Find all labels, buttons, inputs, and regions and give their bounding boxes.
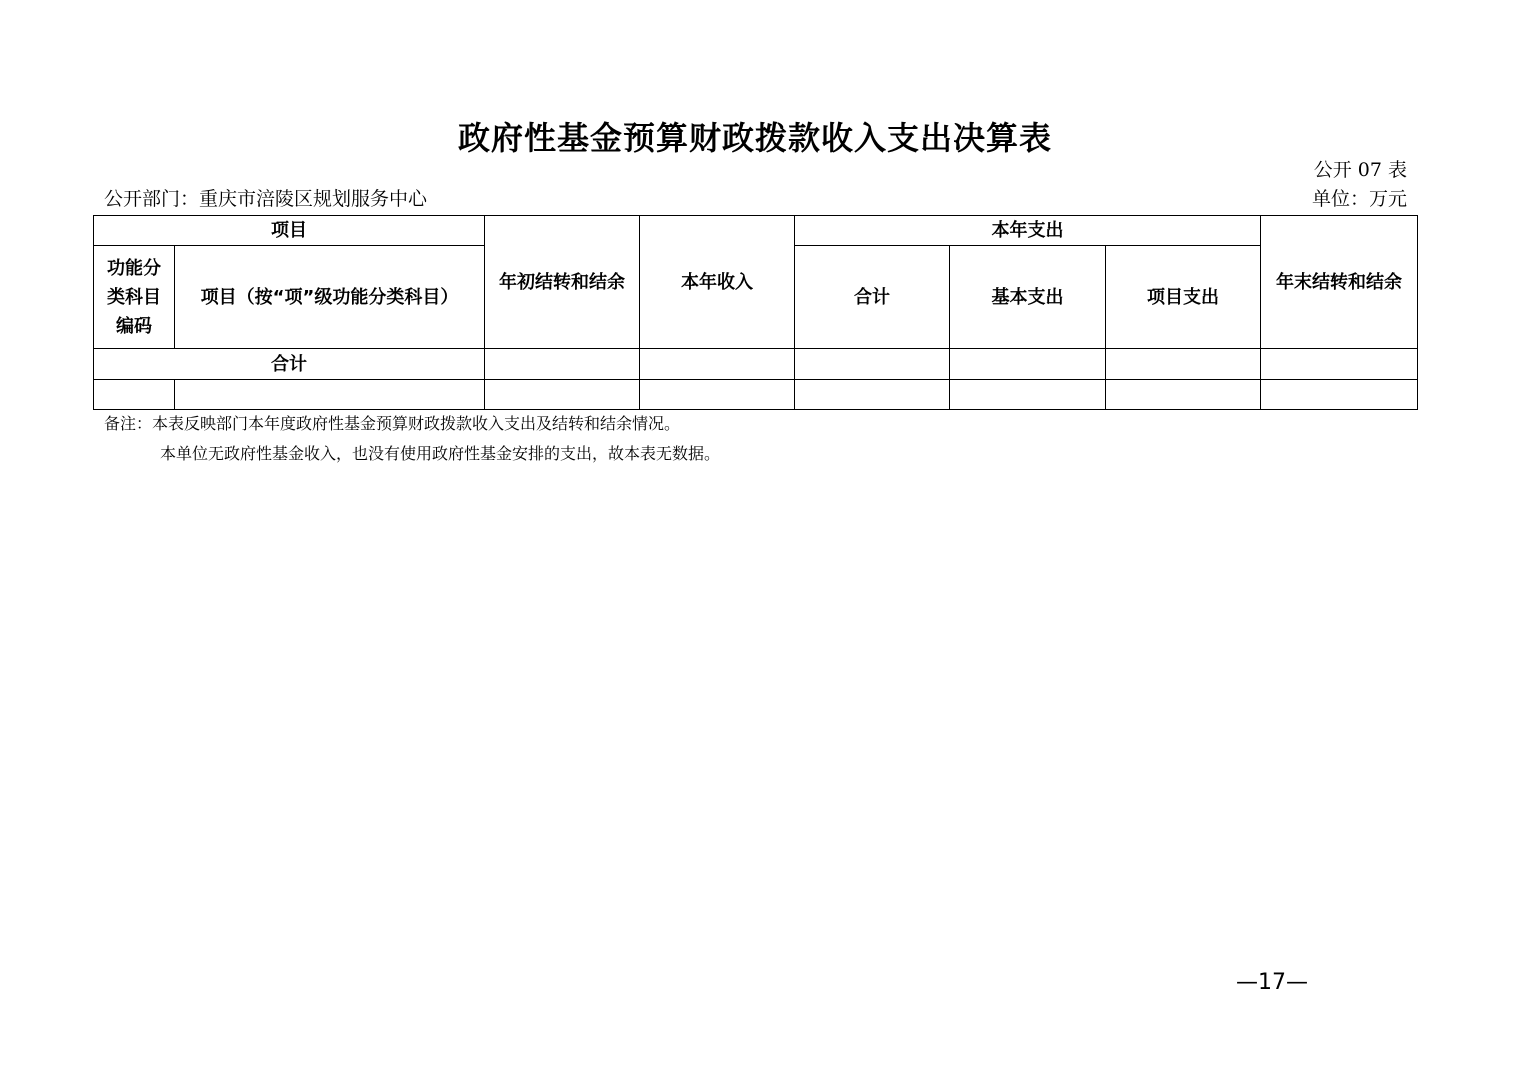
table-cell bbox=[485, 380, 640, 410]
header-item-name: 项目（按“项”级功能分类科目） bbox=[175, 246, 485, 349]
note-line-1: 备注：本表反映部门本年度政府性基金预算财政拨款收入支出及结转和结余情况。 bbox=[104, 414, 681, 433]
table-cell bbox=[1106, 349, 1261, 380]
table-cell bbox=[950, 349, 1106, 380]
unit-label: 单位：万元 bbox=[1311, 188, 1407, 210]
header-opening-balance: 年初结转和结余 bbox=[485, 216, 640, 349]
table-cell bbox=[485, 349, 640, 380]
note-line-2: 本单位无政府性基金收入，也没有使用政府性基金安排的支出，故本表无数据。 bbox=[160, 444, 721, 463]
page-title: 政府性基金预算财政拨款收入支出决算表 bbox=[457, 119, 1052, 157]
department-label: 公开部门：重庆市涪陵区规划服务中心 bbox=[104, 188, 428, 210]
table-cell bbox=[640, 380, 795, 410]
table-row-empty bbox=[94, 380, 1418, 410]
table-cell bbox=[1261, 380, 1418, 410]
table-cell bbox=[950, 380, 1106, 410]
page-number: —17— bbox=[1236, 970, 1308, 995]
header-project: 项目支出 bbox=[1106, 246, 1261, 349]
header-item: 项目 bbox=[94, 216, 485, 246]
budget-table bbox=[93, 215, 1418, 410]
table-cell bbox=[640, 349, 795, 380]
header-basic: 基本支出 bbox=[950, 246, 1106, 349]
table-cell bbox=[795, 380, 950, 410]
table-cell bbox=[94, 380, 175, 410]
table-cell bbox=[175, 380, 485, 410]
header-expenditure: 本年支出 bbox=[795, 216, 1261, 246]
row-total-label: 合计 bbox=[94, 349, 485, 380]
form-number: 公开 07 表 bbox=[1313, 159, 1407, 181]
table-row-total bbox=[94, 349, 1418, 380]
table-cell bbox=[1106, 380, 1261, 410]
table-cell bbox=[795, 349, 950, 380]
header-total: 合计 bbox=[795, 246, 950, 349]
header-func-code: 功能分类科目编码 bbox=[94, 246, 175, 349]
header-income: 本年收入 bbox=[640, 216, 795, 349]
header-row-1 bbox=[94, 216, 1418, 246]
header-closing-balance: 年末结转和结余 bbox=[1261, 216, 1418, 349]
table-cell bbox=[1261, 349, 1418, 380]
